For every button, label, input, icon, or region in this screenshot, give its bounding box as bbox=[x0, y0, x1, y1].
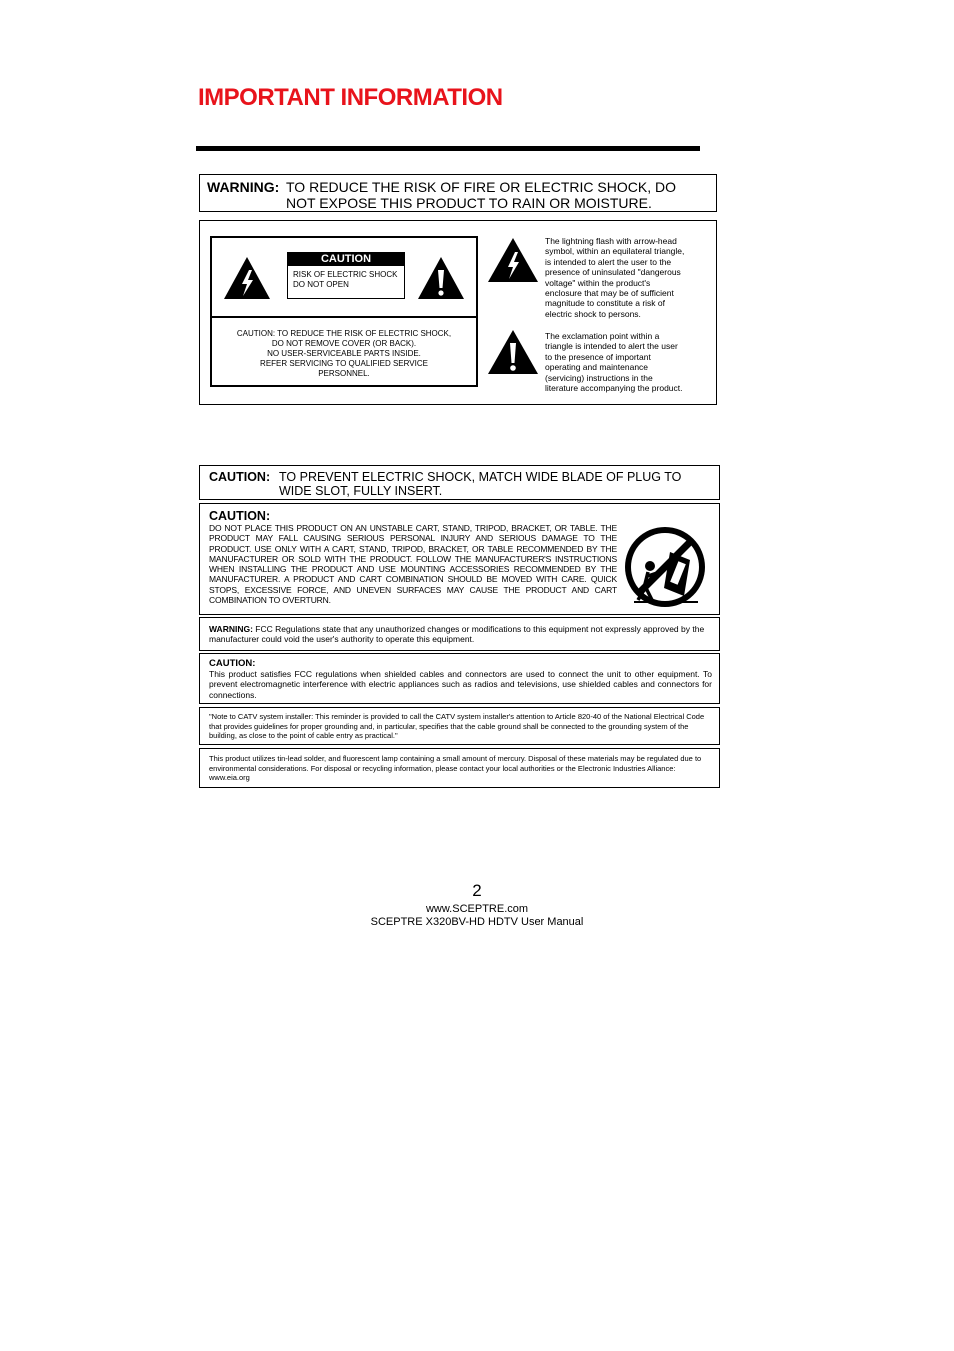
explain-line: presence of uninsulated "dangerous bbox=[545, 267, 681, 278]
caution-label: CAUTION: bbox=[209, 470, 271, 484]
lightning-explanation bbox=[545, 236, 710, 319]
caution-cart-box bbox=[199, 503, 720, 615]
shock-caution-text bbox=[220, 329, 468, 379]
mercury-note-text: This product utilizes tin-lead solder, and fluorescent lamp containing a small amount of mercury. Disposal of these materials may be regulated due to environmental considerations. For disposal or recycling information, please contact your local authorities or the Electronic Industries Alliance: www.eia.org bbox=[209, 754, 702, 783]
risk-line: RISK OF ELECTRIC SHOCK bbox=[293, 270, 398, 279]
caution-plug-box bbox=[199, 465, 720, 500]
explain-line: literature accompanying the product. bbox=[545, 383, 683, 394]
caution-heading: CAUTION bbox=[288, 253, 404, 266]
shock-caution-line: REFER SERVICING TO QUALIFIED SERVICE bbox=[260, 359, 428, 368]
explain-line: The lightning flash with arrow-head bbox=[545, 236, 677, 246]
caution-cart-text: DO NOT PLACE THIS PRODUCT ON AN UNSTABLE CART, STAND, TRIPOD, BRACKET, OR TABLE. THE PRODUCT MAY FALL CAUSING SERIOUS PERSONAL INJURY AND SERIOUS DAMAGE TO THE PRODUCT. USE ONLY WITH A CART, STAND, TRIPOD, BRACKET, OR TABLE RECOMMENDED BY THE MANUFACTURER OR SOLD WITH THE PRODUCT. FOLLOW THE MANUFACTURER'S INSTRUCTIONS WHEN INSTALLING THE PRODUCT AND USE MOUNTING ACCESSORIES RECOMMENDED BY THE MANUFACTURER. A PRODUCT AND CART COMBINATION SHOULD BE MOVED WITH CARE. QUICK STOPS, EXCESSIVE FORCE, AND UNEVEN SURFACES MAY CAUSE THE PRODUCT AND CART COMBINATION TO OVERTURN. bbox=[209, 523, 617, 606]
explain-line: is intended to alert the user to the bbox=[545, 256, 672, 267]
warning-rain-box bbox=[199, 174, 717, 212]
lightning-triangle-icon bbox=[487, 237, 539, 283]
catv-note-box bbox=[199, 707, 720, 745]
shock-caution-line: PERSONNEL. bbox=[318, 369, 370, 378]
exclamation-triangle-icon bbox=[417, 256, 465, 300]
explain-line: triangle is intended to alert the user bbox=[545, 341, 678, 352]
fcc-warning-label: WARNING: bbox=[209, 624, 253, 634]
caution-plate bbox=[210, 236, 478, 387]
caution-heading: CAUTION: bbox=[209, 658, 256, 669]
plate-divider bbox=[212, 316, 476, 318]
risk-label-box bbox=[287, 252, 405, 299]
page-title: IMPORTANT INFORMATION bbox=[198, 84, 503, 111]
risk-line: DO NOT OPEN bbox=[293, 280, 349, 289]
warning-text: TO REDUCE THE RISK OF FIRE OR ELECTRIC SHOCK, DO NOT EXPOSE THIS PRODUCT TO RAIN OR MOISTURE. bbox=[286, 179, 676, 211]
exclamation-triangle-icon bbox=[487, 329, 539, 375]
caution-plug-text: TO PREVENT ELECTRIC SHOCK, MATCH WIDE BLADE OF PLUG TO WIDE SLOT, FULLY INSERT. bbox=[279, 470, 682, 498]
explain-line: symbol, within an equilateral triangle, bbox=[545, 246, 685, 257]
footer-website: www.SCEPTRE.com bbox=[425, 903, 529, 915]
explain-line: to the presence of important bbox=[545, 351, 651, 362]
explain-line: enclosure that may be of sufficient bbox=[545, 288, 674, 299]
fcc-caution-text: This product satisfies FCC regulations when shielded cables and connectors are used to connect the unit to other equipment. To prevent electromagnetic interference with electric appliances such as radios and televisions, use shielded cables and connectors for connections. bbox=[209, 669, 712, 700]
explain-line: voltage" within the product's bbox=[545, 277, 651, 288]
lightning-triangle-icon bbox=[223, 256, 271, 300]
fcc-warning-text bbox=[209, 624, 709, 645]
fcc-warning-box bbox=[199, 617, 720, 651]
warning-label: WARNING: bbox=[207, 179, 280, 195]
footer-manual-title: SCEPTRE X320BV-HD HDTV User Manual bbox=[370, 916, 584, 928]
shock-caution-line: NO USER-SERVICEABLE PARTS INSIDE. bbox=[267, 349, 421, 358]
caution-heading: CAUTION: bbox=[209, 509, 271, 523]
mercury-note-box bbox=[199, 748, 720, 788]
shock-caution-line: CAUTION: TO REDUCE THE RISK OF ELECTRIC SHOCK, bbox=[236, 329, 452, 338]
explain-line: (servicing) instructions in the bbox=[545, 372, 653, 383]
fcc-caution-box bbox=[199, 653, 720, 704]
shock-caution-line: DO NOT REMOVE COVER (OR BACK). bbox=[271, 339, 417, 348]
fcc-warning-body: FCC Regulations state that any unauthorized changes or modifications to this equipment not expressly approved by the manufacturer could void the user's authority to operate this equipment. bbox=[209, 624, 705, 645]
exclamation-explanation bbox=[545, 331, 710, 393]
page-number: 2 bbox=[472, 881, 482, 900]
cart-tipping-icon bbox=[624, 526, 706, 608]
title-divider bbox=[196, 146, 700, 151]
explain-line: magnitude to constitute a risk of bbox=[545, 298, 666, 309]
catv-note-text: "Note to CATV system installer: This reminder is provided to call the CATV system installer's attention to Article 820-40 of the National Electrical Code that provides guidelines for proper grounding and, in particular, specifies that the cable ground shall be connected to the grounding system of the building, as close to the point of cable entry as practical." bbox=[209, 712, 705, 741]
explain-line: electric shock to persons. bbox=[545, 308, 641, 319]
explain-line: operating and maintenance bbox=[545, 362, 649, 373]
explain-line: The exclamation point within a bbox=[545, 331, 660, 341]
risk-text bbox=[293, 270, 403, 290]
